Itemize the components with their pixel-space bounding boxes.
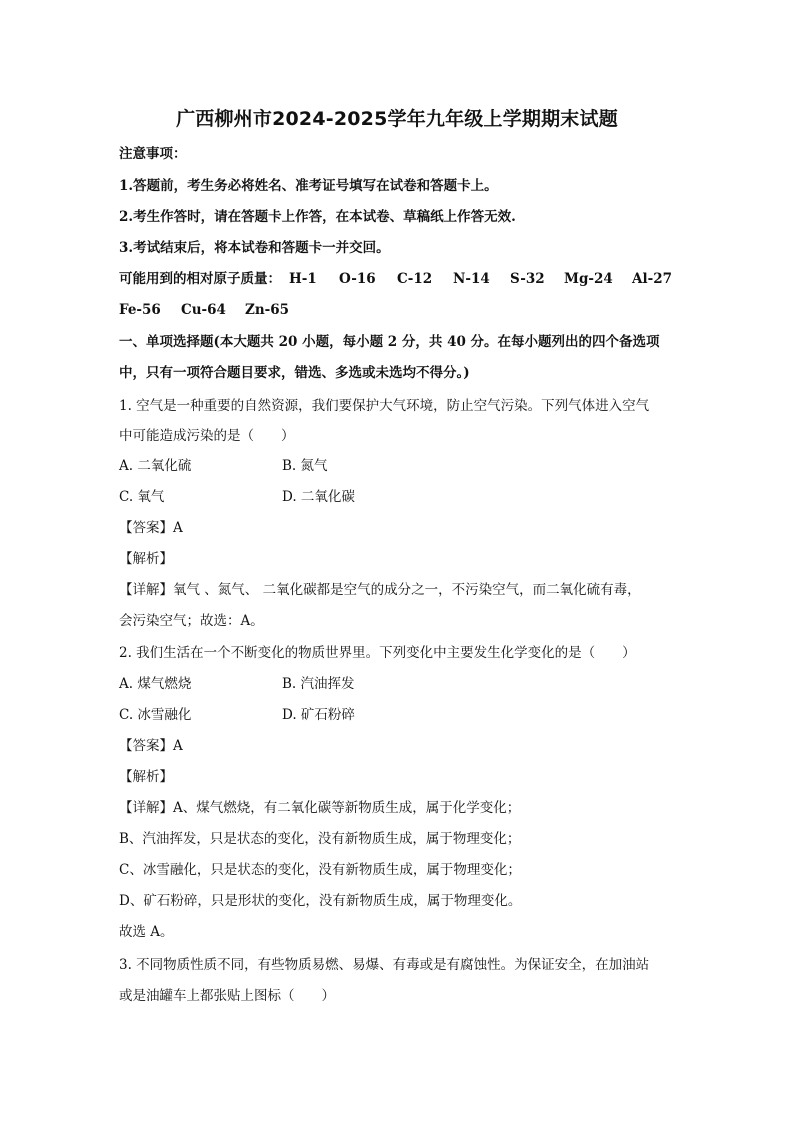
atomic-mass-zn: Zn-65: [245, 302, 290, 318]
atomic-mass-cu: Cu-64: [181, 302, 226, 318]
atomic-mass-label: 可能用到的相对原子质量：: [119, 271, 281, 287]
notice-item-1: 1.答题前，考生务必将姓名、准考证号填写在试卷和答题卡上。: [119, 178, 498, 194]
q1-analysis-label: 【解析】: [119, 551, 173, 567]
q2-stem-line-1: 2. 我们生活在一个不断变化的物质世界里。下列变化中主要发生化学变化的是（ ）: [119, 645, 636, 661]
q1-option-a: A. 二氧化硫: [119, 458, 192, 474]
q2-analysis-label: 【解析】: [119, 769, 173, 785]
q1-option-d: D. 二氧化碳: [282, 489, 355, 505]
q1-answer: 【答案】A: [119, 520, 183, 536]
q1-stem-line-2: 中可能造成污染的是（ ）: [119, 428, 295, 444]
q2-option-d: D. 矿石粉碎: [282, 707, 355, 723]
atomic-mass-c: C-12: [397, 271, 433, 287]
atomic-mass-al: Al-27: [632, 271, 672, 287]
atomic-mass-n: N-14: [453, 271, 490, 287]
section-heading-line-2: 中，只有一项符合题目要求，错选、多选或未选均不得分。): [119, 365, 470, 381]
page-title: 广西柳州市2024-2025学年九年级上学期期末试题: [176, 108, 618, 130]
q2-detail-line-1: 【详解】A、煤气燃烧，有二氧化碳等新物质生成，属于化学变化；: [119, 800, 521, 816]
q2-detail-line-2: B、汽油挥发，只是状态的变化，没有新物质生成，属于物理变化；: [119, 831, 521, 847]
q2-option-c: C. 冰雪融化: [119, 707, 192, 723]
q2-detail-line-4: D、矿石粉碎，只是形状的变化，没有新物质生成，属于物理变化。: [119, 893, 522, 909]
q1-stem-line-1: 1. 空气是一种重要的自然资源，我们要保护大气环境，防止空气污染。下列气体进入空气: [119, 398, 650, 414]
q3-stem-line-2: 或是油罐车上都张贴上图标（ ）: [119, 988, 335, 1004]
q1-option-b: B. 氮气: [282, 458, 328, 474]
q1-option-c: C. 氧气: [119, 489, 165, 505]
q3-stem-line-1: 3. 不同物质性质不同，有些物质易燃、易爆、有毒或是有腐蚀性。为保证安全，在加油站: [119, 957, 650, 973]
atomic-mass-mg: Mg-24: [564, 271, 613, 287]
atomic-mass-o: O-16: [339, 271, 376, 287]
q2-detail-line-3: C、冰雪融化，只是状态的变化，没有新物质生成，属于物理变化；: [119, 862, 521, 878]
q2-conclusion: 故选 A。: [119, 924, 174, 940]
q2-answer: 【答案】A: [119, 738, 183, 754]
q1-detail-line-2: 会污染空气；故选：A。: [119, 613, 264, 629]
notice-heading: 注意事项：: [119, 146, 187, 162]
q2-option-b: B. 汽油挥发: [282, 676, 355, 692]
atomic-mass-s: S-32: [510, 271, 545, 287]
section-heading-line-1: 一、单项选择题(本大题共 20 小题，每小题 2 分，共 40 分。在每小题列出的四个备选项: [119, 334, 660, 350]
q2-option-a: A. 煤气燃烧: [119, 676, 192, 692]
notice-item-2: 2.考生作答时，请在答题卡上作答，在本试卷、草稿纸上作答无效.: [119, 209, 516, 225]
q1-detail-line-1: 【详解】氧气 、氮气、 二氧化碳都是空气的成分之一，不污染空气，而二氧化硫有毒，: [119, 582, 641, 598]
atomic-mass-fe: Fe-56: [119, 302, 161, 318]
notice-item-3: 3.考试结束后，将本试卷和答题卡一并交回。: [119, 240, 390, 256]
atomic-mass-h: H-1: [289, 271, 317, 287]
